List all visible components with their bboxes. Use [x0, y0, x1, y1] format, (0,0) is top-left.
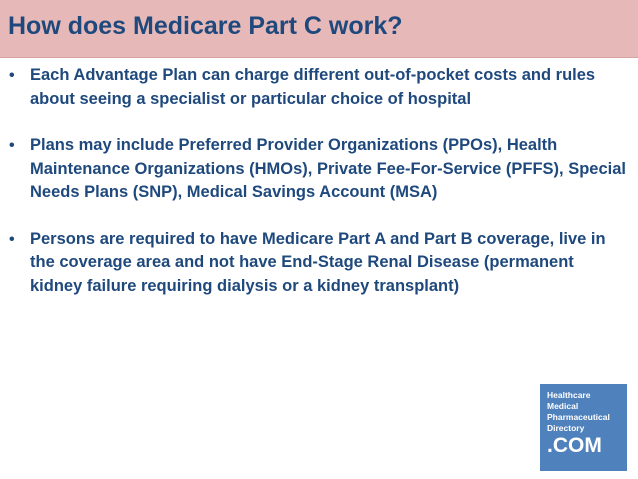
bullet-icon: •: [9, 230, 15, 248]
bullet-list: [0, 64, 638, 321]
logo-line: Directory: [547, 423, 585, 433]
bullet-icon: •: [9, 67, 15, 84]
directory-logo: [540, 384, 627, 471]
logo-line: Healthcare: [547, 390, 591, 400]
logo-line: Pharmaceutical: [547, 412, 610, 422]
bullet-item: [0, 64, 638, 111]
bullet-icon: •: [9, 137, 15, 154]
logo-line: Medical: [547, 401, 579, 411]
title-bar: [0, 0, 638, 58]
bullet-item: [0, 134, 638, 205]
logo-com: .COM: [547, 434, 602, 457]
bullet-text: Each Advantage Plan can charge different out-of-pocket costs and rules about seeing a specialist or particular choice of hospital: [30, 66, 596, 108]
bullet-text: Plans may include Preferred Provider Organizations (PPOs), Health Maintenance Organizations (HMOs), Private Fee-For-Service (PFFS), Special Needs Plans (SNP), Medical Savings Account (MSA): [30, 136, 626, 201]
bullet-text: Persons are required to have Medicare Part A and Part B coverage, live in the coverage area and not have End-Stage Renal Disease (permanent kidney failure requiring dialysis or a kidney transplant): [30, 229, 606, 295]
bullet-item: [0, 228, 638, 299]
slide-title: How does Medicare Part C work?: [8, 12, 403, 40]
